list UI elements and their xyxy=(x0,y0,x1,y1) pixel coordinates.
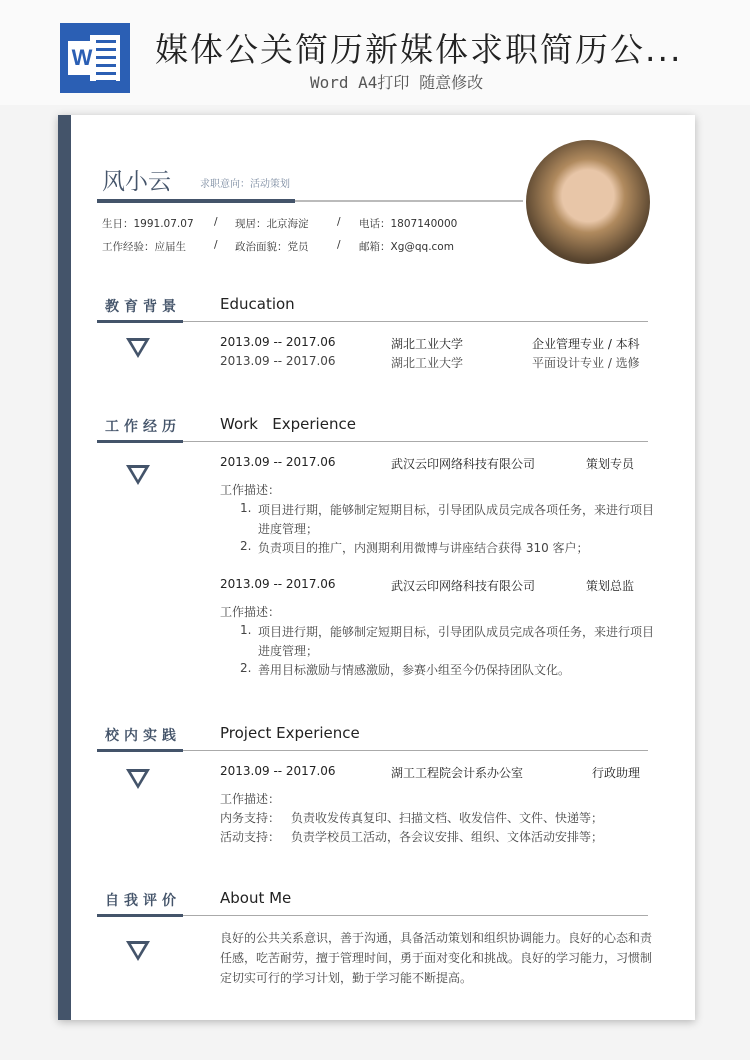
banner-title: 媒体公关简历新媒体求职简历公... xyxy=(155,30,683,69)
list-item: 负责项目的推广，内测期利用微博与讲座结合获得 310 客户； xyxy=(258,541,589,555)
section-underline xyxy=(97,749,183,752)
banner-subtitle: Word A4打印 随意修改 xyxy=(310,73,484,92)
edu-school: 湖北工业大学 xyxy=(391,337,464,351)
list-item-cont: 进度管理； xyxy=(258,644,319,658)
section-title-education: 教育背景 xyxy=(105,299,181,315)
section-underline xyxy=(97,320,183,323)
section-title-en: Project Experience xyxy=(220,724,360,742)
job-role: 策划总监 xyxy=(586,579,635,593)
political-status: 政治面貌：党员 xyxy=(235,241,309,253)
header-line xyxy=(97,200,523,202)
section-title-work: 工作经历 xyxy=(105,419,181,435)
practice-key: 活动支持： xyxy=(220,830,281,844)
birthday: 生日：1991.07.07 xyxy=(102,218,194,230)
edu-date: 2013.09 -- 2017.06 xyxy=(220,354,336,368)
practice-value: 负责收发传真复印、扫描文档、收发信件、文件、快递等； xyxy=(291,811,604,825)
email: 邮箱：Xg@qq.com xyxy=(359,241,454,253)
list-item-cont: 进度管理； xyxy=(258,522,319,536)
about-line: 任感，吃苦耐劳，擅于管理时间，勇于面对变化和挑战。良好的学习能力，习惯制 xyxy=(220,951,653,965)
separator: / xyxy=(214,239,218,251)
triangle-icon xyxy=(126,338,150,358)
list-number: 1. xyxy=(240,623,252,637)
triangle-icon xyxy=(126,941,150,961)
section-title-en: Work Experience xyxy=(220,415,356,433)
section-title-en: Education xyxy=(220,295,295,313)
side-bar xyxy=(58,115,71,1020)
edu-major: 平面设计专业 / 选修 xyxy=(532,356,640,370)
list-number: 2. xyxy=(240,661,252,675)
job-company: 武汉云印网络科技有限公司 xyxy=(391,579,536,593)
desc-label: 工作描述： xyxy=(220,483,281,497)
desc-label: 工作描述： xyxy=(220,605,281,619)
edu-school: 湖北工业大学 xyxy=(391,356,464,370)
list-number: 2. xyxy=(240,539,252,553)
list-number: 1. xyxy=(240,501,252,515)
experience: 工作经验：应届生 xyxy=(102,241,186,253)
job-company: 武汉云印网络科技有限公司 xyxy=(391,457,536,471)
job-role: 策划专员 xyxy=(586,457,635,471)
section-title-about: 自我评价 xyxy=(105,893,181,909)
job-date: 2013.09 -- 2017.06 xyxy=(220,577,336,591)
list-item: 善用目标激励与情感激励，参赛小组至今仍保持团队文化。 xyxy=(258,663,571,677)
phone: 电话：1807140000 xyxy=(359,218,458,230)
desc-label: 工作描述： xyxy=(220,792,281,806)
separator: / xyxy=(337,239,341,251)
profile-photo xyxy=(526,140,650,264)
section-underline xyxy=(97,914,183,917)
list-item: 项目进行期，能够制定短期目标，引导团队成员完成各项任务，来进行项目 xyxy=(258,503,655,517)
about-line: 良好的公共关系意识，善于沟通，具备活动策划和组织协调能力。良好的心态和责 xyxy=(220,931,653,945)
section-underline xyxy=(97,440,183,443)
practice-role: 行政助理 xyxy=(592,766,641,780)
practice-key: 内务支持： xyxy=(220,811,281,825)
separator: / xyxy=(214,216,218,228)
banner xyxy=(0,0,750,105)
section-title-en: About Me xyxy=(220,889,292,907)
job-date: 2013.09 -- 2017.06 xyxy=(220,455,336,469)
job-intent: 求职意向：活动策划 xyxy=(200,179,290,190)
separator: / xyxy=(337,216,341,228)
list-item: 项目进行期，能够制定短期目标，引导团队成员完成各项任务，来进行项目 xyxy=(258,625,655,639)
practice-value: 负责学校员工活动，各会议安排、组织、文体活动安排等； xyxy=(291,830,604,844)
residence: 现居：北京海淀 xyxy=(235,218,309,230)
name: 风小云 xyxy=(102,169,171,195)
word-icon: W xyxy=(60,23,130,93)
section-title-practice: 校内实践 xyxy=(105,728,181,744)
resume-page xyxy=(58,115,695,1020)
triangle-icon xyxy=(126,465,150,485)
edu-date: 2013.09 -- 2017.06 xyxy=(220,335,336,349)
edu-major: 企业管理专业 / 本科 xyxy=(532,337,640,351)
triangle-icon xyxy=(126,769,150,789)
about-line: 定切实可行的学习计划，勤于学习能不断提高。 xyxy=(220,971,473,985)
practice-date: 2013.09 -- 2017.06 xyxy=(220,764,336,778)
practice-org: 湖工工程院会计系办公室 xyxy=(391,766,524,780)
